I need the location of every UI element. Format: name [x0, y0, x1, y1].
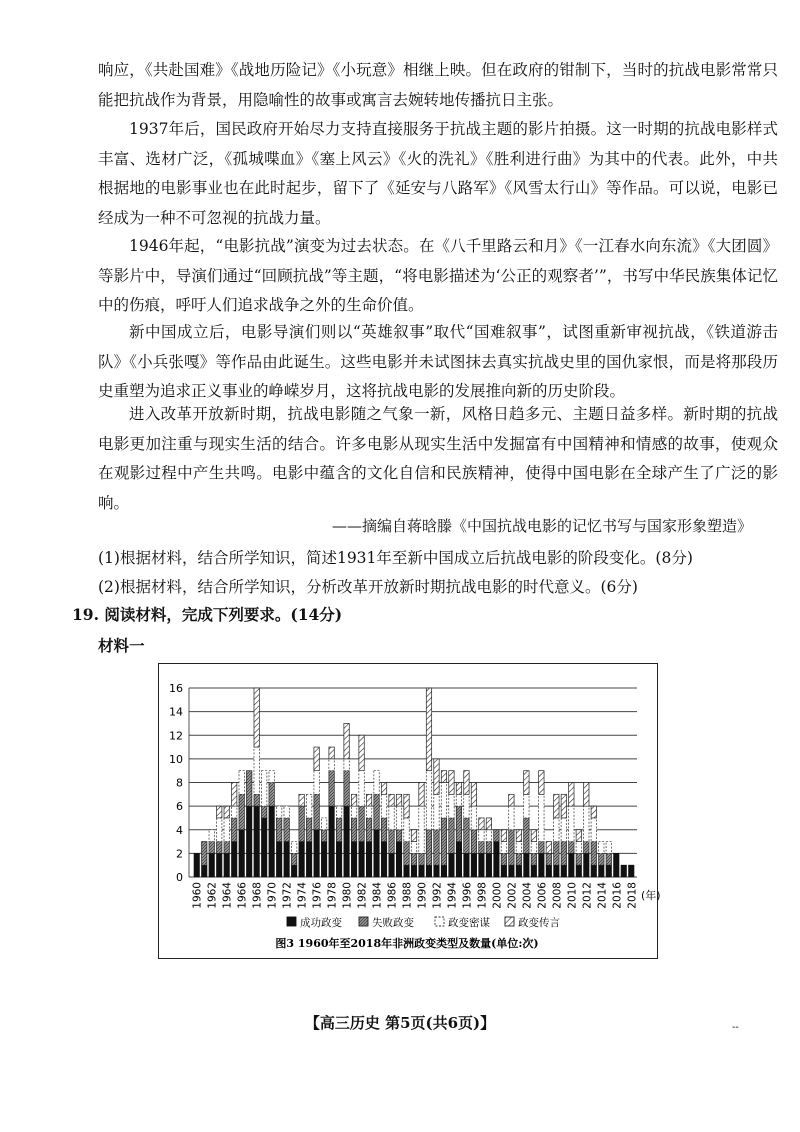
legend-label-3: 政变传言: [518, 917, 560, 929]
bar-1985-series-3: [381, 783, 386, 795]
bar-2002-series-1: [509, 830, 514, 865]
bar-1963-series-1: [217, 842, 222, 854]
bar-1968-series-2: [254, 747, 259, 794]
x-tick-label-2002: 2002: [506, 882, 519, 909]
question-19-heading: 19. 阅读材料，完成下列要求。(14分): [72, 605, 343, 624]
bar-1981-series-0: [351, 842, 356, 877]
bar-1985-series-2: [381, 794, 386, 818]
bar-1964-series-3: [224, 806, 229, 818]
bar-1965-series-2: [232, 806, 237, 818]
bar-2007-series-0: [546, 865, 551, 877]
bar-2008-series-0: [554, 865, 559, 877]
x-tick-label-2014: 2014: [596, 882, 609, 909]
bar-2003-series-3: [516, 830, 521, 842]
bar-1976-series-2: [314, 771, 319, 795]
bar-1997-series-0: [471, 853, 476, 877]
x-tick-label-1986: 1986: [386, 882, 399, 909]
y-tick-label-6: 6: [176, 800, 183, 814]
bar-1974-series-0: [299, 842, 304, 877]
x-tick-label-2016: 2016: [611, 882, 624, 909]
bar-2013-series-1: [591, 842, 596, 866]
bar-2011-series-3: [576, 830, 581, 842]
x-tick-label-1960: 1960: [191, 882, 204, 909]
bar-1965-series-1: [232, 818, 237, 842]
bar-1973-series-0: [291, 865, 296, 877]
bar-1983-series-1: [366, 818, 371, 842]
bar-1992-series-2: [434, 794, 439, 829]
bar-1995-series-0: [456, 842, 461, 877]
bar-1975-series-1: [306, 818, 311, 842]
bar-2006-series-2: [539, 794, 544, 841]
y-tick-label-2: 2: [176, 847, 183, 861]
bar-2001-series-0: [501, 865, 506, 877]
bar-1996-series-3: [464, 771, 469, 795]
bar-1991-series-2: [426, 771, 431, 830]
y-tick-label-8: 8: [176, 776, 183, 790]
bar-1975-series-2: [306, 794, 311, 818]
bar-1961-series-1: [202, 842, 207, 866]
bar-1962-series-0: [209, 853, 214, 877]
bar-1997-series-2: [471, 806, 476, 830]
bar-1967-series-0: [246, 806, 251, 877]
bar-1987-series-2: [396, 806, 401, 830]
x-tick-label-1982: 1982: [356, 882, 369, 909]
bar-1981-series-2: [351, 806, 356, 818]
bar-2011-series-1: [576, 853, 581, 865]
bar-1976-series-0: [314, 830, 319, 877]
bar-1993-series-1: [441, 818, 446, 865]
bar-1986-series-0: [389, 853, 394, 877]
bar-2001-series-1: [501, 853, 506, 865]
bar-1999-series-2: [486, 830, 491, 842]
bar-1995-series-2: [456, 794, 461, 806]
x-axis-label: (年): [641, 889, 661, 902]
bar-2001-series-3: [501, 830, 506, 842]
bar-1992-series-3: [434, 759, 439, 794]
bar-1969-series-0: [261, 818, 266, 877]
bar-2012-series-3: [584, 783, 589, 807]
bar-1964-series-2: [224, 818, 229, 842]
bar-1973-series-1: [291, 853, 296, 865]
bar-1996-series-2: [464, 794, 469, 818]
bar-1967-series-1: [246, 771, 251, 806]
bar-1986-series-2: [389, 806, 394, 830]
bar-2018-series-0: [629, 865, 634, 877]
x-tick-label-2000: 2000: [491, 882, 504, 909]
bar-1984-series-0: [374, 830, 379, 877]
bar-2012-series-2: [584, 806, 589, 841]
question-1: (1)根据材料，结合所学知识，简述1931年至新中国成立后抗战电影的阶段变化。(8分): [98, 549, 693, 567]
legend-label-0: 成功政变: [300, 917, 342, 929]
bar-1982-series-2: [359, 771, 364, 806]
x-tick-label-2010: 2010: [566, 882, 579, 909]
paragraph-2: 1937年后，国民政府开始尽力支持直接服务于抗战主题的影片拍摄。这一时期的抗战电影样式丰富、选材广泛，《孤城喋血》《塞上风云》《火的洗礼》《胜利进行曲》为其中的代表。此外，中共根据地的电影事业也在此时起步，留下了《延安与八路军》《风雪太行山》等作品。可以说，电影已经成为一种不可忽视的抗战力量。: [98, 120, 778, 227]
bar-1987-series-1: [396, 830, 401, 842]
bar-1966-series-0: [239, 830, 244, 877]
bar-1975-series-0: [306, 842, 311, 877]
bar-1989-series-1: [411, 853, 416, 865]
bar-1986-series-1: [389, 830, 394, 854]
bar-2014-series-0: [599, 865, 604, 877]
bar-1993-series-3: [441, 771, 446, 783]
bar-2006-series-1: [539, 842, 544, 854]
bar-1979-series-1: [336, 818, 341, 842]
x-tick-label-1966: 1966: [236, 882, 249, 909]
bar-1999-series-0: [486, 853, 491, 877]
bar-1969-series-2: [261, 771, 266, 806]
bar-1980-series-0: [344, 806, 349, 877]
bar-1978-series-2: [329, 759, 334, 771]
x-tick-label-1972: 1972: [281, 882, 294, 909]
y-tick-label-4: 4: [176, 823, 183, 837]
bar-1970-series-1: [269, 783, 274, 807]
x-tick-label-1968: 1968: [251, 882, 264, 909]
bar-1961-series-0: [202, 865, 207, 877]
bar-1992-series-1: [434, 830, 439, 865]
x-tick-label-1992: 1992: [431, 882, 444, 909]
bar-1970-series-2: [269, 771, 274, 783]
bar-1968-series-3: [254, 688, 259, 747]
bar-2013-series-2: [591, 818, 596, 842]
bar-1994-series-0: [449, 853, 454, 877]
x-tick-label-1974: 1974: [296, 882, 309, 909]
bar-2004-series-2: [524, 794, 529, 818]
bar-2006-series-0: [539, 853, 544, 877]
x-tick-label-1994: 1994: [446, 882, 459, 909]
scan-mark: --: [732, 1022, 739, 1033]
bar-1990-series-2: [419, 806, 424, 853]
bar-1977-series-2: [321, 818, 326, 830]
x-tick-label-2004: 2004: [521, 882, 534, 909]
bar-2008-series-3: [554, 794, 559, 818]
bar-1987-series-0: [396, 842, 401, 877]
y-tick-label-16: 16: [169, 682, 183, 695]
bar-2017-series-0: [621, 865, 626, 877]
legend-swatch-1: [359, 917, 368, 926]
bar-1995-series-1: [456, 806, 461, 841]
bar-1977-series-1: [321, 830, 326, 842]
x-tick-label-1990: 1990: [416, 882, 429, 909]
bar-1988-series-1: [404, 842, 409, 866]
question-2: (2)根据材料，结合所学知识，分析改革开放新时期抗战电影的时代意义。(6分): [98, 578, 638, 596]
bar-1992-series-0: [434, 865, 439, 877]
y-tick-label-12: 12: [169, 729, 183, 743]
bar-2005-series-3: [531, 830, 536, 842]
bar-1964-series-1: [224, 842, 229, 854]
bar-2003-series-2: [516, 842, 521, 854]
bar-2009-series-2: [561, 818, 566, 842]
bar-1977-series-0: [321, 842, 326, 877]
bar-1998-series-0: [479, 853, 484, 877]
material-one-label: 材料一: [98, 636, 145, 655]
bar-2005-series-1: [531, 853, 536, 865]
legend-swatch-2: [435, 917, 444, 926]
bar-1978-series-3: [329, 747, 334, 759]
bar-1984-series-1: [374, 794, 379, 829]
x-tick-label-2008: 2008: [551, 882, 564, 909]
bar-2012-series-0: [584, 853, 589, 877]
y-tick-label-14: 14: [169, 705, 183, 719]
bar-1998-series-1: [479, 842, 484, 854]
bar-1989-series-2: [411, 842, 416, 854]
bar-1963-series-2: [217, 818, 222, 842]
bar-1963-series-3: [217, 806, 222, 818]
bar-1976-series-3: [314, 747, 319, 771]
bar-2010-series-0: [569, 853, 574, 877]
bar-2007-series-1: [546, 853, 551, 865]
bar-2012-series-1: [584, 842, 589, 854]
bar-2005-series-0: [531, 865, 536, 877]
bar-1970-series-0: [269, 806, 274, 877]
paragraph-5: 进入改革开放新时期，抗战电影随之气象一新，风格日趋多元、主题日益多样。新时期的抗战电影更加注重与现实生活的结合。许多电影从现实生活中发掘富有中国精神和情感的故事，使观众在观影过程中产生共鸣。电影中蕴含的文化自信和民族精神，使得中国电影在全球产生了广泛的影响。: [98, 405, 778, 512]
bar-1996-series-1: [464, 818, 469, 853]
bar-1982-series-1: [359, 806, 364, 841]
bar-1982-series-0: [359, 842, 364, 877]
bar-2014-series-2: [599, 842, 604, 854]
bar-1983-series-0: [366, 842, 371, 877]
bar-1968-series-1: [254, 794, 259, 806]
paragraph-1: 响应，《共赴国难》《战地历险记》《小玩意》相继上映。但在政府的钳制下，当时的抗战电影常常只能把抗战作为背景，用隐喻性的故事或寓言去婉转地传播抗日主张。: [98, 61, 778, 109]
x-tick-label-2018: 2018: [626, 882, 639, 909]
bar-1990-series-0: [419, 865, 424, 877]
bar-1973-series-2: [291, 842, 296, 854]
bar-1983-series-2: [366, 806, 371, 818]
bar-2003-series-0: [516, 865, 521, 877]
bar-2015-series-0: [606, 865, 611, 877]
bar-1981-series-3: [351, 794, 356, 806]
bar-1962-series-2: [209, 830, 214, 842]
bar-2001-series-2: [501, 842, 506, 854]
x-tick-label-1970: 1970: [266, 882, 279, 909]
bar-1998-series-3: [479, 818, 484, 830]
x-tick-label-1996: 1996: [461, 882, 474, 909]
bar-1978-series-0: [329, 806, 334, 877]
bar-1995-series-3: [456, 783, 461, 795]
bar-1963-series-0: [217, 853, 222, 877]
bar-1993-series-2: [441, 783, 446, 818]
bar-1980-series-2: [344, 759, 349, 771]
bar-2002-series-3: [509, 794, 514, 806]
bar-1979-series-0: [336, 842, 341, 877]
bar-1984-series-2: [374, 771, 379, 795]
bar-2015-series-2: [606, 842, 611, 854]
bar-1989-series-3: [411, 830, 416, 842]
bar-1964-series-0: [224, 853, 229, 877]
bar-2010-series-2: [569, 806, 574, 841]
x-tick-label-1988: 1988: [401, 882, 414, 909]
bar-2009-series-3: [561, 794, 566, 818]
bar-2003-series-1: [516, 853, 521, 865]
source-citation: ——摘编自蒋晗滕《中国抗战电影的记忆书写与国家形象塑造》: [331, 517, 752, 535]
bar-1981-series-1: [351, 818, 356, 842]
x-tick-label-1976: 1976: [311, 882, 324, 909]
bar-1962-series-1: [209, 842, 214, 854]
bar-2004-series-3: [524, 771, 529, 795]
bar-1991-series-0: [426, 865, 431, 877]
x-tick-label-2006: 2006: [536, 882, 549, 909]
bar-2002-series-2: [509, 806, 514, 830]
bar-2011-series-0: [576, 865, 581, 877]
bar-1965-series-0: [232, 842, 237, 877]
bar-1994-series-1: [449, 818, 454, 853]
bar-1993-series-0: [441, 865, 446, 877]
y-tick-label-0: 0: [176, 871, 183, 884]
bar-1971-series-2: [276, 806, 281, 818]
bar-2014-series-1: [599, 853, 604, 865]
bar-2008-series-1: [554, 842, 559, 866]
bar-1983-series-3: [366, 794, 371, 806]
bar-1979-series-2: [336, 806, 341, 818]
bar-1971-series-0: [276, 842, 281, 877]
x-tick-label-1978: 1978: [326, 882, 339, 909]
bar-1966-series-2: [239, 771, 244, 795]
bar-1985-series-1: [381, 818, 386, 842]
bar-2000-series-1: [494, 830, 499, 842]
bar-1988-series-2: [404, 818, 409, 842]
bar-1960-series-0: [194, 853, 199, 877]
x-tick-label-1964: 1964: [221, 882, 234, 909]
legend-label-2: 政变密谋: [448, 917, 490, 929]
paragraph-3: 1946年起，“电影抗战”演变为过去状态。在《八千里路云和月》《一江春水向东流》《大团圆》等影片中，导演们通过“回顾抗战”等主题，“将电影描述为‘公正的观察者’”，书写中华民族集体记忆中的伤痕，呼吁人们追求战争之外的生命价值。: [98, 237, 778, 314]
bar-2006-series-3: [539, 771, 544, 795]
bar-1982-series-3: [359, 735, 364, 770]
bar-2011-series-2: [576, 842, 581, 854]
bar-2002-series-0: [509, 865, 514, 877]
bar-1974-series-1: [299, 806, 304, 841]
bar-1997-series-1: [471, 830, 476, 854]
bar-1971-series-1: [276, 818, 281, 842]
page-footer: 【高三历史 第5页(共6页)】: [304, 1014, 496, 1032]
bar-2008-series-2: [554, 818, 559, 842]
coup-bar-chart: [159, 664, 661, 957]
bar-1988-series-0: [404, 865, 409, 877]
x-tick-label-1998: 1998: [476, 882, 489, 909]
bar-1972-series-2: [284, 806, 289, 818]
bar-2013-series-3: [591, 806, 596, 818]
bar-1991-series-3: [426, 688, 431, 771]
bar-1988-series-3: [404, 794, 409, 818]
bar-1987-series-3: [396, 794, 401, 806]
bar-1980-series-1: [344, 771, 349, 806]
bar-1966-series-1: [239, 794, 244, 829]
chart-title: 图3 1960年至2018年非洲政变类型及数量(单位:次): [275, 937, 539, 950]
bar-2010-series-3: [569, 783, 574, 807]
legend-swatch-0: [287, 917, 296, 926]
bar-2007-series-3: [546, 842, 551, 854]
bar-1985-series-0: [381, 842, 386, 877]
bar-2004-series-0: [524, 853, 529, 877]
bar-1980-series-3: [344, 723, 349, 758]
bar-2009-series-0: [561, 865, 566, 877]
bar-2015-series-1: [606, 853, 611, 865]
bar-1972-series-1: [284, 818, 289, 842]
bar-1994-series-2: [449, 794, 454, 818]
bar-1996-series-0: [464, 853, 469, 877]
bar-2016-series-0: [614, 853, 619, 877]
x-tick-label-2012: 2012: [581, 882, 594, 909]
bar-1986-series-3: [389, 794, 394, 806]
y-tick-label-10: 10: [169, 752, 183, 766]
x-tick-label-1962: 1962: [206, 882, 219, 909]
bar-1974-series-3: [299, 794, 304, 806]
x-tick-label-1980: 1980: [341, 882, 354, 909]
bar-2005-series-2: [531, 842, 536, 854]
bar-2004-series-1: [524, 818, 529, 853]
legend-label-1: 失败政变: [372, 917, 414, 929]
bar-2009-series-1: [561, 842, 566, 866]
bar-1994-series-3: [449, 771, 454, 795]
bar-1968-series-0: [254, 806, 259, 877]
bar-1978-series-1: [329, 771, 334, 806]
x-tick-label-1984: 1984: [371, 882, 384, 909]
bar-1989-series-0: [411, 865, 416, 877]
bar-1999-series-3: [486, 818, 491, 830]
bar-1991-series-1: [426, 830, 431, 865]
bar-1990-series-3: [419, 783, 424, 807]
bar-1976-series-1: [314, 794, 319, 829]
bar-1969-series-1: [261, 806, 266, 818]
bar-1972-series-0: [284, 842, 289, 877]
bar-2000-series-0: [494, 842, 499, 877]
bar-1997-series-3: [471, 783, 476, 807]
bar-2010-series-1: [569, 842, 574, 854]
bar-1990-series-1: [419, 853, 424, 865]
legend-swatch-3: [505, 917, 514, 926]
paragraph-4: 新中国成立后，电影导演们则以“英雄叙事”取代“国难叙事”，试图重新审视抗战，《铁道游击队》《小兵张嘎》等作品由此诞生。这些电影并未试图抹去真实抗战史里的国仇家恨，而是将那段历史重塑为追求正义事业的峥嵘岁月，这将抗战电影的发展推向新的历史阶段。: [98, 323, 778, 400]
bar-1998-series-2: [479, 830, 484, 842]
bar-1999-series-1: [486, 842, 491, 854]
bar-1965-series-3: [232, 783, 237, 807]
figure-3: [158, 663, 661, 959]
bar-2013-series-0: [591, 865, 596, 877]
